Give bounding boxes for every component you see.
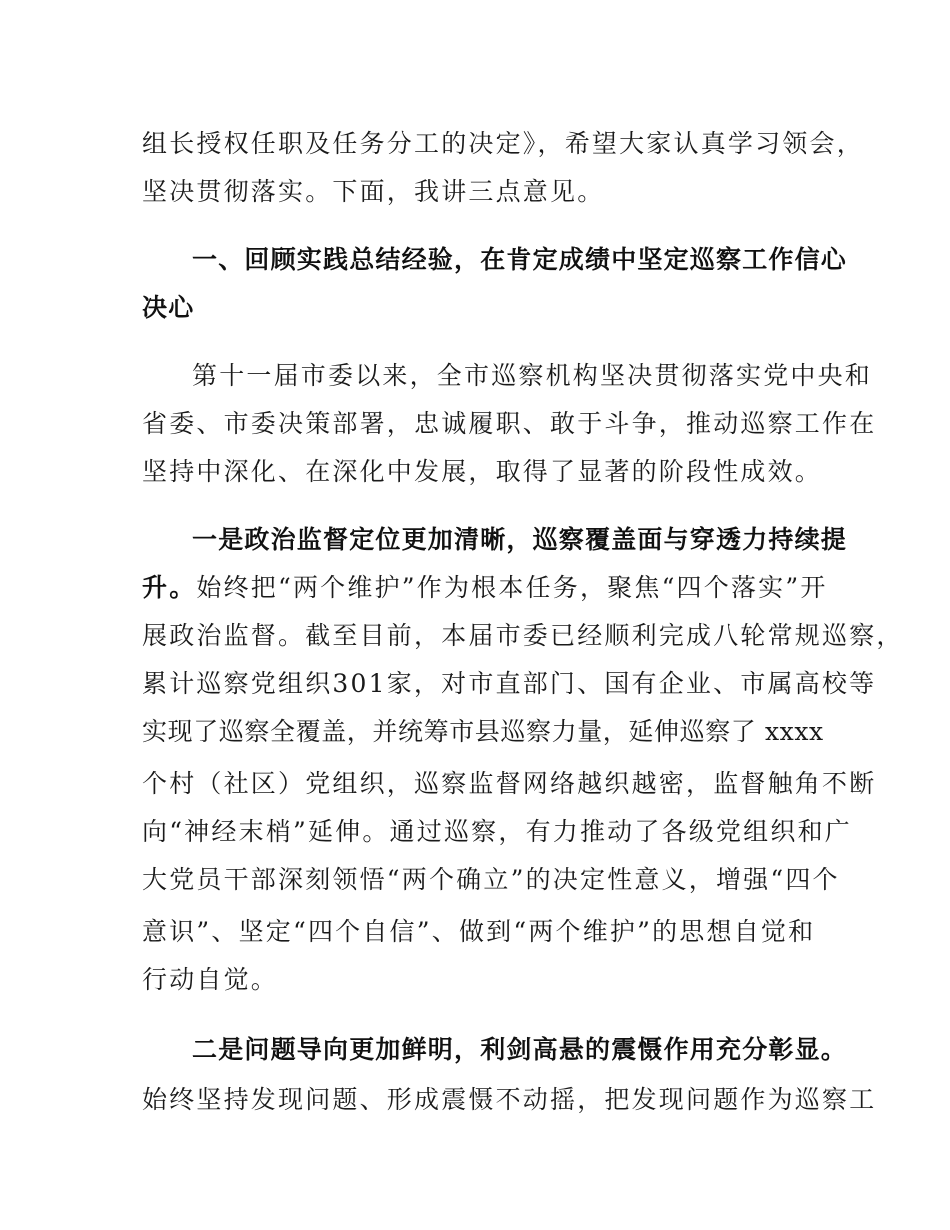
paragraph-2-line-2: 展政治监督。截至目前，本届市委已经顺利完成八轮常规巡察， — [142, 621, 904, 650]
subheading-problems: 二是问题导向更加鲜明，利剑高悬的震慑作用充分彰显。 — [192, 1035, 848, 1064]
paragraph-2-line-5: 个村（社区）党组织，巡察监督网络越织越密，监督触角不断 — [142, 769, 877, 798]
paragraph-2-line-7: 大党员干部深刻领悟“两个确立”的决定性意义，增强“四个 — [142, 865, 840, 894]
body-line-2: 坚决贯彻落实。下面，我讲三点意见。 — [142, 177, 605, 206]
paragraph-1-line-2: 省委、市委决策部署，忠诚履职、敢于斗争，推动巡察工作在 — [142, 409, 877, 438]
paragraph-2-line-8: 意识”、坚定“四个自信”、做到“两个维护”的思想自觉和 — [142, 917, 816, 946]
subheading-politics-line-1: 一是政治监督定位更加清晰，巡察覆盖面与穿透力持续提 — [192, 525, 848, 554]
section-heading-1: 一、回顾实践总结经验，在肯定成绩中坚定巡察工作信心 — [192, 245, 848, 274]
paragraph-2-line-1-text: 始终把“两个维护”作为根本任务，聚焦“四个落实”开 — [196, 573, 828, 602]
paragraph-1-line-1: 第十一届市委以来，全市巡察机构坚决贯彻落实党中央和 — [192, 361, 873, 390]
paragraph-1-line-3: 坚持中深化、在深化中发展，取得了显著的阶段性成效。 — [142, 457, 823, 486]
paragraph-2-line-3: 累计巡察党组织301家，对市直部门、国有企业、市属高校等 — [142, 669, 877, 698]
paragraph-3-line-1: 始终坚持发现问题、形成震慑不动摇，把发现问题作为巡察工 — [142, 1085, 877, 1114]
paragraph-2-line-6: 向“神经末梢”延伸。通过巡察，有力推动了各级党组织和广 — [142, 817, 852, 846]
paragraph-2-line-1 — [142, 568, 842, 608]
body-line-1: 组长授权任职及任务分工的决定》，希望大家认真学习领会， — [142, 129, 864, 158]
paragraph-2-line-9: 行动自觉。 — [142, 965, 279, 994]
subheading-politics-line-2: 升。 — [142, 573, 197, 602]
section-heading-1-continued: 决心 — [142, 293, 195, 322]
paragraph-2-line-4: 实现了巡察全覆盖，并统筹市县巡察力量，延伸巡察了 xxxx — [142, 717, 824, 746]
